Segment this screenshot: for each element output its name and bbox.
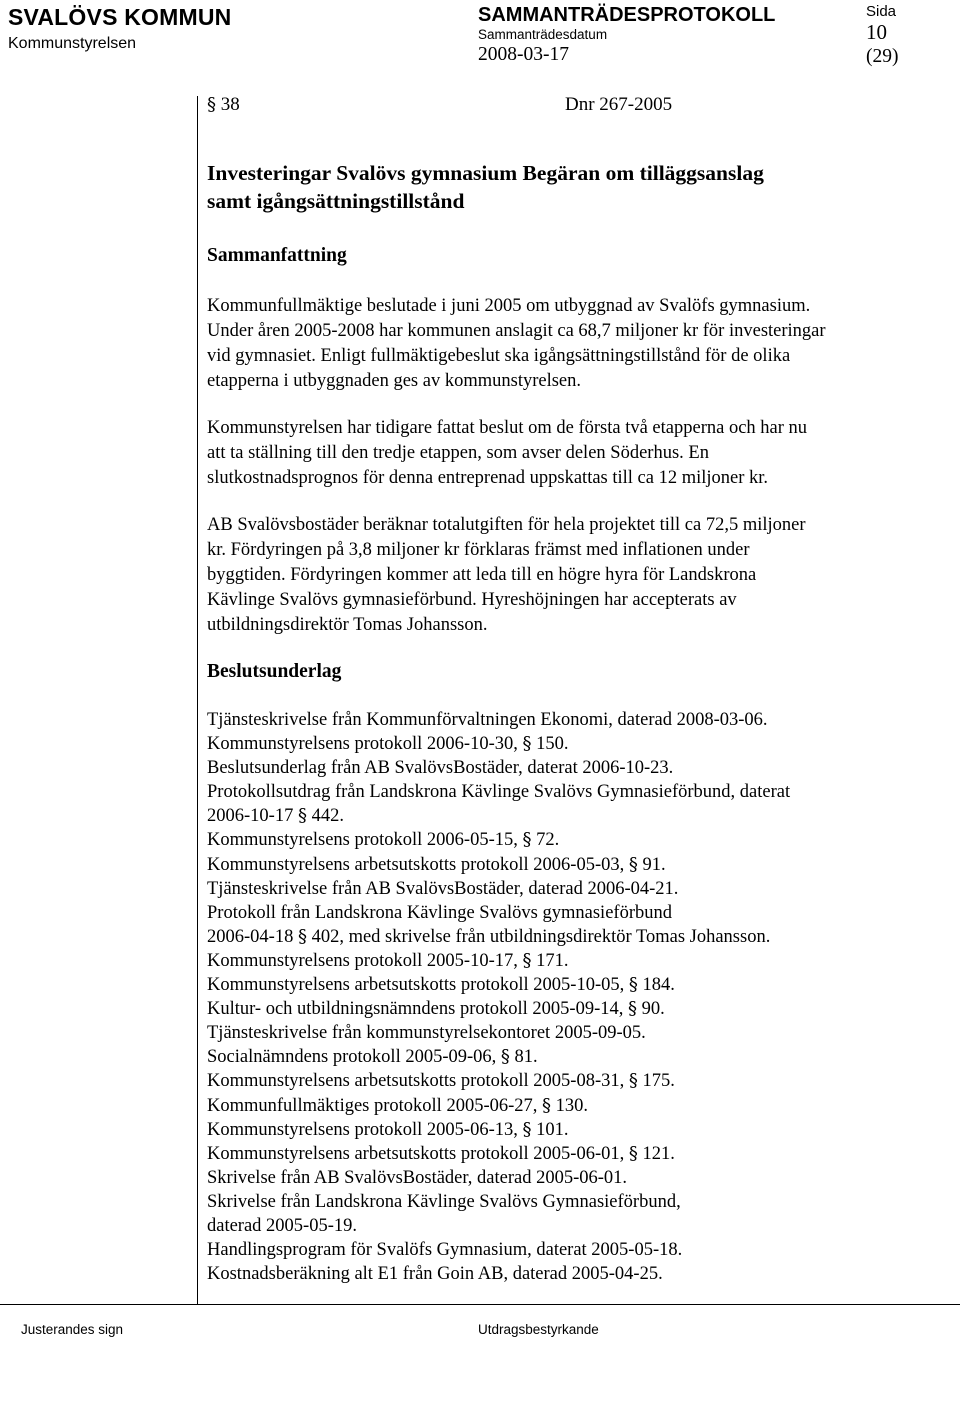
basis-item-suffix: . — [670, 975, 675, 996]
summary-paragraph — [207, 294, 947, 394]
basis-item-section-number: 442 — [311, 806, 340, 827]
basis-item — [207, 828, 947, 852]
section-icon: § — [522, 829, 532, 851]
section-icon: § — [542, 1094, 552, 1116]
section-icon: § — [628, 1070, 638, 1092]
basis-item-section-number: 90 — [641, 999, 661, 1020]
basis-item — [207, 997, 947, 1021]
document-type: SAMMANTRÄDESPROTOKOLL — [478, 4, 776, 26]
basis-item-text: Tjänsteskrivelse från Kommunförvaltningen Ekonomi, daterad 2008-03-06. — [207, 710, 768, 730]
basis-item — [207, 901, 947, 925]
section-icon: § — [500, 1046, 510, 1068]
basis-item-text: Protokollsutdrag från Landskrona Kävlinge Svalövs Gymnasieförbund, daterat — [207, 782, 791, 803]
basis-item — [207, 1238, 947, 1262]
basis-item-suffix: . — [533, 1047, 538, 1068]
text-line: byggtiden. Fördyringen kommer att leda till en högre hyra för Landskrona — [207, 565, 757, 585]
basis-item-suffix: . — [660, 999, 665, 1020]
item-title — [207, 159, 764, 215]
item-title-line: Investeringar Svalövs gymnasium Begäran om tilläggsanslag — [207, 161, 764, 185]
basis-item-suffix: . — [661, 854, 666, 875]
basis-item — [207, 708, 947, 732]
basis-item — [207, 925, 947, 949]
basis-item-text: Handlingsprogram för Svalöfs Gymnasium, daterat 2005-05-18. — [207, 1240, 683, 1261]
text-line: Kävlinge Svalövs gymnasieförbund. Hyreshöjningen har accepterats av — [207, 590, 737, 610]
text-line: kr. Fördyringen på 3,8 miljoner kr förklaras främst med inflationen under — [207, 540, 750, 560]
footer-rule — [0, 1304, 960, 1305]
basis-item-text: 2006-04-18 — [207, 926, 298, 947]
meeting-date-label: Sammanträdesdatum — [478, 27, 608, 42]
basis-item-suffix: . — [563, 950, 569, 971]
basis-item-text: Kommunstyrelsens protokoll 2005-10-17, — [207, 950, 523, 971]
basis-item-text: Protokoll från Landskrona Kävlinge Svalövs gymnasieförbund — [207, 902, 672, 923]
basis-item-text: Kommunstyrelsens arbetsutskotts protokoll 2006-05-03, — [207, 854, 629, 875]
basis-item — [207, 1190, 947, 1214]
department-name: Kommunstyrelsen — [8, 35, 137, 52]
basis-item-section-number: 184 — [642, 975, 671, 996]
summary-heading: Sammanfattning — [207, 245, 347, 266]
extract-label: Utdragsbestyrkande — [478, 1322, 599, 1337]
text-line: Kommunstyrelsen har tidigare fattat beslut om de första två etapperna och har nu — [207, 418, 808, 438]
basis-item-text: daterad 2005-05-19. — [207, 1215, 358, 1236]
basis-item-suffix: . — [583, 1095, 589, 1116]
basis-item — [207, 1021, 947, 1045]
basis-item-suffix: , med skrivelse från utbildningsdirektör Tomas Johansson. — [339, 926, 771, 947]
basis-item-suffix: . — [670, 1143, 675, 1164]
item-title-line: samt igångsättningstillstånd — [207, 189, 465, 213]
basis-item-suffix: . — [563, 734, 569, 755]
paragraph-number: 38 — [220, 94, 240, 115]
basis-item-section-number: 175 — [642, 1071, 671, 1092]
text-line: AB Svalövsbostäder beräknar totalutgiften för hela projektet till ca 72,5 miljoner — [207, 515, 806, 535]
basis-item-section-number: 402 — [311, 926, 340, 947]
basis-item — [207, 853, 947, 877]
basis-item-section-number: 101 — [536, 1119, 564, 1140]
basis-item-text: Kommunstyrelsens arbetsutskotts protokoll 2005-10-05, — [207, 975, 629, 996]
basis-item — [207, 1262, 947, 1286]
text-line: Kommunfullmäktige beslutade i juni 2005 om utbyggnad av Svalöfs gymnasium. — [207, 296, 811, 316]
text-line: vid gymnasiet. Enligt fullmäktigebeslut ska igångsättningstillstånd för de olika — [207, 346, 791, 366]
text-line: utbildningsdirektör Tomas Johansson. — [207, 615, 488, 635]
basis-item-text: Kommunstyrelsens arbetsutskotts protokoll 2005-06-01, — [207, 1143, 629, 1164]
basis-item-text: Tjänsteskrivelse från AB SvalövsBostäder, daterad 2006-04-21. — [207, 878, 679, 899]
basis-item — [207, 1142, 947, 1166]
basis-item-text: Kommunstyrelsens arbetsutskotts protokoll 2005-08-31, — [207, 1071, 629, 1092]
page-label: Sida — [866, 3, 897, 20]
basis-item-text: Tjänsteskrivelse från kommunstyrelsekontoret 2005-09-05. — [207, 1023, 646, 1044]
basis-item-text: Kommunstyrelsens protokoll 2006-05-15, — [207, 830, 523, 851]
section-icon: § — [522, 949, 532, 971]
basis-item — [207, 973, 947, 997]
basis-item — [207, 1045, 947, 1069]
section-icon: § — [627, 998, 637, 1020]
basis-item-section-number: 121 — [642, 1143, 671, 1164]
basis-item-suffix: . — [563, 1119, 569, 1140]
basis-item-suffix: . — [339, 806, 344, 827]
section-icon: § — [297, 925, 307, 947]
basis-item-suffix: . — [670, 1071, 675, 1092]
basis-item-suffix: . — [554, 830, 560, 851]
summary-paragraph — [207, 513, 947, 638]
basis-item — [207, 1214, 947, 1238]
text-line: etapperna i utbyggnaden ges av kommunstyrelsen. — [207, 371, 582, 391]
basis-item-text: Skrivelse från AB SvalövsBostäder, daterad 2005-06-01. — [207, 1167, 628, 1188]
section-icon: § — [297, 805, 307, 827]
basis-item — [207, 756, 947, 780]
basis-item-section-number: 130 — [555, 1095, 584, 1116]
basis-item — [207, 949, 947, 973]
signature-label: Justerandes sign — [21, 1322, 124, 1337]
basis-item — [207, 1166, 947, 1190]
basis-item — [207, 804, 947, 828]
basis-item — [207, 1118, 947, 1142]
basis-item-text: Kommunstyrelsens protokoll 2005-06-13, — [207, 1119, 523, 1140]
basis-item-text: Kostnadsberäkning alt E1 från Goin AB, daterad 2005-04-25. — [207, 1264, 663, 1285]
section-icon: § — [628, 1142, 638, 1164]
basis-item-text: 2006-10-17 — [207, 806, 298, 827]
basis-item-section-number: 91 — [642, 854, 661, 875]
section-icon: § — [628, 974, 638, 996]
text-line: slutkostnadsprognos för denna entreprenad uppskattas till ca 12 miljoner kr. — [207, 468, 769, 488]
page-number: 10 — [866, 20, 887, 44]
basis-item-section-number: 150 — [536, 734, 564, 755]
basis-item-text: Skrivelse från Landskrona Kävlinge Svalövs Gymnasieförbund, — [207, 1191, 681, 1212]
section-icon: § — [628, 853, 638, 875]
basis-item-section-number: 81 — [514, 1047, 534, 1068]
basis-list — [207, 708, 947, 1286]
summary-paragraph — [207, 416, 947, 491]
margin-rule — [197, 96, 198, 1305]
basis-item — [207, 732, 947, 756]
basis-heading: Beslutsunderlag — [207, 661, 342, 682]
basis-item-text: Kultur- och utbildningsnämndens protokoll 2005-09-14, — [207, 999, 628, 1020]
basis-item — [207, 1094, 947, 1118]
section-icon: § — [522, 1118, 532, 1140]
basis-item-text: Kommunfullmäktiges protokoll 2005-06-27, — [207, 1095, 543, 1116]
basis-item-section-number: 72 — [536, 830, 555, 851]
text-line: Under åren 2005-2008 har kommunen anslagit ca 68,7 miljoner kr för investeringar — [207, 321, 826, 341]
basis-item-text: Socialnämndens protokoll 2005-09-06, — [207, 1047, 501, 1068]
basis-item — [207, 1069, 947, 1093]
section-icon: § — [207, 94, 216, 115]
basis-item-text: Beslutsunderlag från AB SvalövsBostäder, daterat 2006-10-23. — [207, 758, 674, 779]
meeting-date: 2008-03-17 — [478, 44, 569, 65]
diary-number: Dnr 267-2005 — [565, 94, 673, 115]
basis-item-text: Kommunstyrelsens protokoll 2006-10-30, — [207, 734, 523, 755]
basis-item — [207, 877, 947, 901]
section-icon: § — [522, 733, 532, 755]
organization-name: SVALÖVS KOMMUN — [8, 4, 232, 30]
basis-item — [207, 780, 947, 804]
paragraph-number-row — [207, 94, 240, 116]
basis-item-section-number: 171 — [536, 950, 564, 971]
text-line: att ta ställning till den tredje etappen, som avser delen Söderhus. En — [207, 443, 709, 463]
page-total: (29) — [866, 46, 899, 67]
